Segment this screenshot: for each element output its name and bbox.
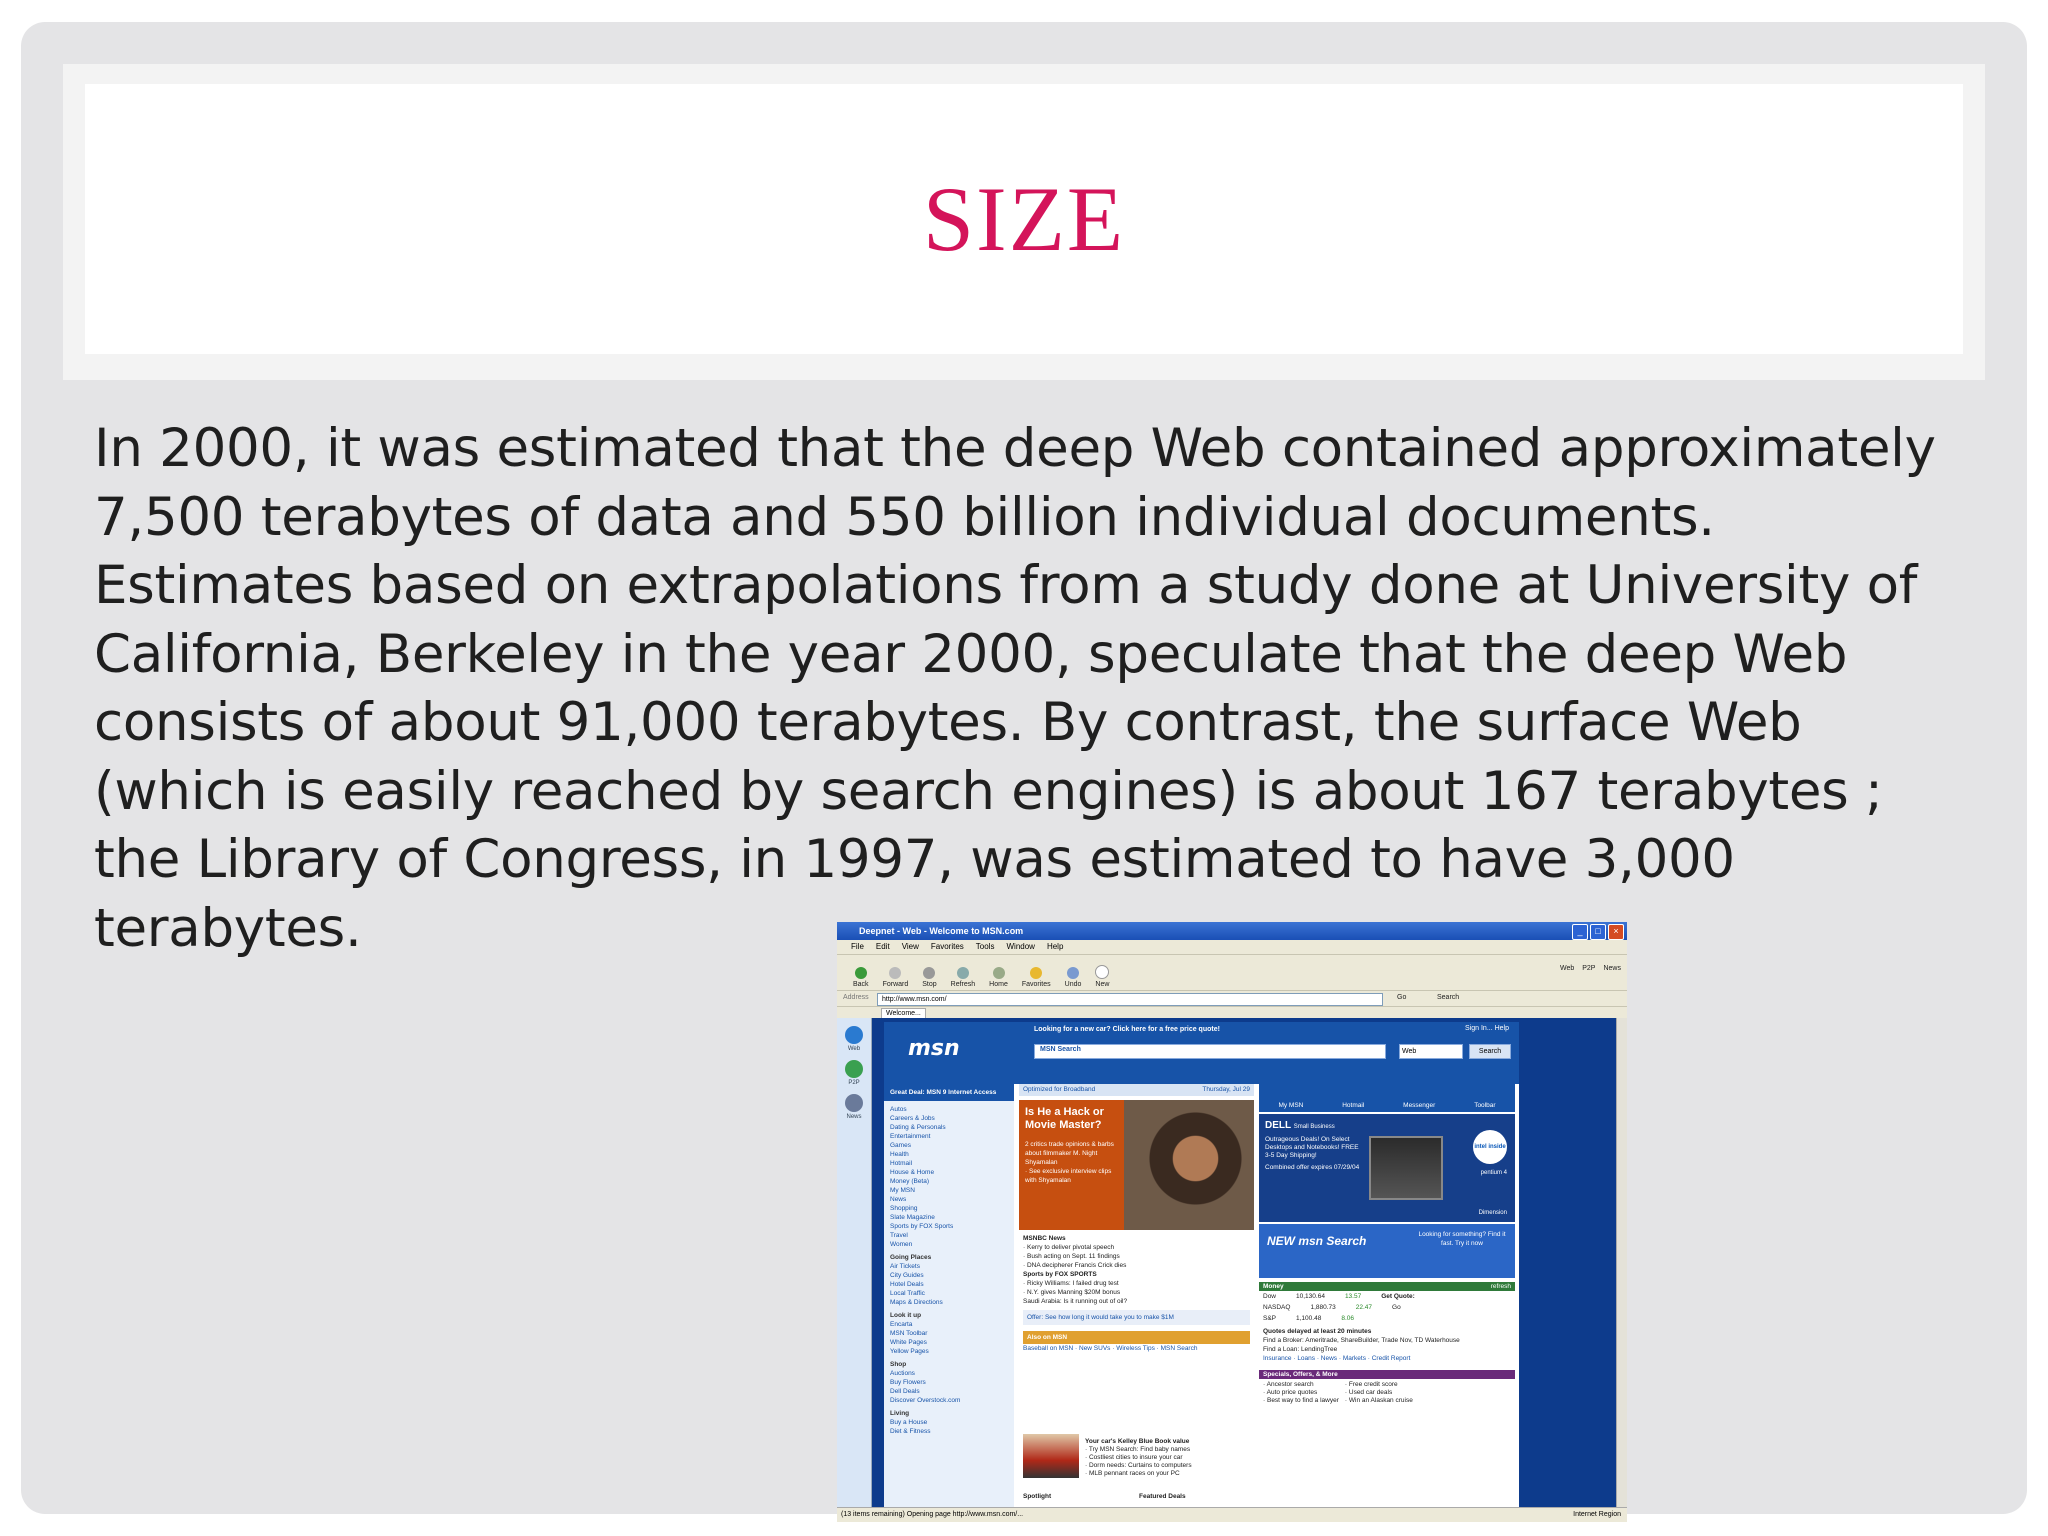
browser-toolbar — [837, 954, 1627, 991]
specials-list — [1259, 1379, 1515, 1407]
favorites-button — [1022, 967, 1051, 991]
special-item-text: Used car deals — [1348, 1389, 1393, 1396]
forward-button — [883, 967, 909, 991]
toolbar-search-button: Search — [1437, 994, 1460, 1001]
special-item-text: Auto price quotes — [1266, 1389, 1318, 1396]
quotes-note: Quotes delayed at least 20 minutes — [1263, 1328, 1372, 1335]
index-name: S&P — [1263, 1315, 1277, 1322]
specials-column — [1263, 1381, 1339, 1405]
sports-header: Sports by FOX SPORTS — [1023, 1271, 1097, 1278]
news-icon — [845, 1094, 863, 1112]
msn-nav-column — [884, 1084, 1014, 1508]
p2p-icon — [845, 1060, 863, 1078]
dell-small-business: Small Business — [1293, 1124, 1335, 1130]
minimize-icon: _ — [1572, 924, 1588, 940]
menu-edit: Edit — [875, 942, 890, 951]
nav-item: City Guides — [890, 1272, 924, 1279]
menu-help: Help — [1046, 942, 1064, 951]
msn-center-column — [1019, 1084, 1254, 1508]
nav-header: Great Deal: MSN 9 Internet Access — [884, 1084, 1014, 1101]
nav-item: Yellow Pages — [890, 1348, 929, 1355]
nav-item: Health — [890, 1151, 909, 1158]
nav-item: Discover Overstock.com — [890, 1397, 961, 1404]
refresh-button — [951, 967, 976, 991]
home-label: Home — [989, 981, 1008, 988]
special-item: · Used car deals — [1344, 1389, 1393, 1396]
nav-item: Dell Deals — [890, 1388, 920, 1395]
feature-photo — [1124, 1100, 1254, 1230]
news-item-text: DNA decipherer Francis Crick dies — [1026, 1262, 1127, 1269]
nav-item: Money (Beta) — [890, 1178, 930, 1185]
status-zone: Internet Region — [1573, 1511, 1621, 1518]
msn-page — [884, 1022, 1519, 1508]
browser-screenshot — [837, 922, 1627, 1522]
nav-item: Diet & Fitness — [890, 1428, 931, 1435]
nav-section-living: Living — [890, 1410, 910, 1417]
nav-item: Buy a House — [890, 1419, 928, 1426]
feature-summary: 2 critics trade opinions & barbs about filmmaker M. Night Shyamalan · See exclusive interview clips with Shyamalan — [1025, 1141, 1114, 1184]
msn-search-input — [1034, 1044, 1386, 1059]
scope-news: News — [1603, 965, 1621, 972]
featured-deals-label: Featured Deals — [1139, 1493, 1186, 1500]
nav-item: Auctions — [890, 1370, 915, 1377]
nav-item: House & Home — [890, 1169, 935, 1176]
stop-icon — [923, 967, 935, 979]
new-page-icon — [1095, 965, 1109, 979]
scope-web: Web — [1559, 965, 1575, 972]
special-item-text: Ancestor search — [1266, 1381, 1314, 1388]
specials-column — [1345, 1381, 1413, 1405]
refresh-icon — [957, 967, 969, 979]
car-item: · Try MSN Search: Find baby names — [1085, 1446, 1191, 1453]
refresh-label: Refresh — [950, 981, 976, 988]
msn-search-label: MSN Search — [1040, 1046, 1081, 1053]
broker-links: Find a Broker: Ameritrade, ShareBuilder, Trade Nov, TD Waterhouse — [1263, 1337, 1460, 1344]
special-item: · Auto price quotes — [1263, 1389, 1318, 1396]
nav-item: Buy Flowers — [890, 1379, 926, 1386]
msn-search-scope: Web — [1399, 1044, 1463, 1059]
search-scope-buttons — [1560, 965, 1621, 972]
index-change: 13.57 — [1344, 1293, 1362, 1300]
close-icon: × — [1608, 924, 1624, 940]
menu-view: View — [901, 942, 919, 951]
money-row — [1259, 1291, 1515, 1302]
nav-item: News — [890, 1196, 907, 1203]
money-links: Insurance · Loans · News · Markets · Credit Report — [1263, 1355, 1411, 1362]
address-bar — [837, 990, 1627, 1007]
dell-logo-text: DELL — [1265, 1120, 1291, 1131]
nav-item: Sports by FOX Sports — [890, 1223, 954, 1230]
star-icon — [1030, 967, 1042, 979]
menu-tools: Tools — [975, 942, 995, 951]
maximize-icon: □ — [1590, 924, 1606, 940]
nav-item: Entertainment — [890, 1133, 931, 1140]
nav-section-going-places: Going Places — [890, 1254, 932, 1261]
news-item-text: N.Y. gives Manning $20M bonus — [1026, 1289, 1121, 1296]
offer-banner: Offer: See how long it would take you to make $1M — [1023, 1310, 1250, 1325]
undo-label: Undo — [1064, 981, 1082, 988]
special-item-text: Win an Alaskan cruise — [1348, 1397, 1413, 1404]
nav-item: Hotmail — [890, 1160, 913, 1167]
nav-item: Hotel Deals — [890, 1281, 924, 1288]
nav-item: White Pages — [890, 1339, 927, 1346]
dell-note: Combined offer expires 07/29/04 — [1265, 1164, 1360, 1171]
nav-item: Travel — [890, 1232, 908, 1239]
index-value: 1,100.48 — [1296, 1315, 1322, 1322]
nav-item: Women — [890, 1241, 913, 1248]
car-item: · Dorm needs: Curtains to computers — [1085, 1462, 1192, 1469]
news-item: · N.Y. gives Manning $20M bonus — [1023, 1289, 1121, 1296]
money-title: Money — [1263, 1283, 1284, 1290]
go-button: Go — [1397, 994, 1407, 1001]
money-refresh: refresh — [1490, 1283, 1511, 1290]
nav-item: Autos — [890, 1106, 907, 1113]
index-change: 22.47 — [1355, 1304, 1373, 1311]
nav-item: MSN Toolbar — [890, 1330, 928, 1337]
msn-logo: msn — [908, 1036, 960, 1061]
nav-item: My MSN — [890, 1187, 915, 1194]
news-item-text: Kerry to deliver pivotal speech — [1026, 1244, 1115, 1251]
menu-bar — [837, 940, 1627, 954]
sidebar-news-label: News — [846, 1114, 862, 1120]
news-item-text: Ricky Williams: I failed drug test — [1026, 1280, 1119, 1287]
undo-icon — [1067, 967, 1079, 979]
address-label: Address — [843, 994, 869, 1001]
new-label: New — [1095, 981, 1110, 988]
forward-label: Forward — [882, 981, 909, 988]
pentium-label: pentium 4 — [1480, 1170, 1507, 1176]
index-name: NASDAQ — [1263, 1304, 1291, 1311]
special-item: · Best way to find a lawyer — [1263, 1397, 1339, 1404]
nav-item: Careers & Jobs — [890, 1115, 935, 1122]
money-row — [1259, 1302, 1515, 1313]
special-item: · Ancestor search — [1263, 1381, 1314, 1388]
window-controls — [1572, 924, 1624, 940]
broadband-label: Optimized for Broadband — [1023, 1086, 1096, 1093]
special-item-text: Free credit score — [1348, 1381, 1398, 1388]
feature-more-link: See exclusive interview clips with Shyamalan — [1025, 1168, 1112, 1184]
nav-section-look-it-up: Look it up — [890, 1312, 922, 1319]
car-item: Your car's Kelley Blue Book value — [1085, 1438, 1190, 1445]
special-item: · Win an Alaskan cruise — [1344, 1397, 1413, 1404]
msn-header — [884, 1022, 1519, 1084]
msn-right-column — [1259, 1084, 1515, 1508]
my-msn-link: My MSN — [1278, 1102, 1304, 1109]
news-item: · Ricky Williams: I failed drug test — [1023, 1280, 1119, 1287]
index-value: 1,880.73 — [1310, 1304, 1336, 1311]
menu-window: Window — [1006, 942, 1035, 951]
car-links — [1085, 1438, 1245, 1478]
news-item: · Bush acting on Sept. 11 findings — [1023, 1253, 1120, 1260]
car-item: · Costliest cities to insure your car — [1085, 1454, 1183, 1461]
special-item: · Free credit score — [1344, 1381, 1398, 1388]
back-label: Back — [853, 981, 869, 988]
messenger-link: Messenger — [1403, 1102, 1436, 1109]
news-header: MSNBC News — [1023, 1235, 1066, 1242]
news-list — [1019, 1230, 1254, 1357]
dell-ad — [1259, 1114, 1515, 1222]
nav-item: Air Tickets — [890, 1263, 920, 1270]
date-label: Thursday, Jul 29 — [1202, 1086, 1250, 1093]
money-row — [1259, 1313, 1515, 1324]
nav-item: Encarta — [890, 1321, 913, 1328]
msn-search-button: Search — [1469, 1044, 1511, 1059]
index-value: 10,130.64 — [1296, 1293, 1325, 1300]
index-name: Dow — [1263, 1293, 1277, 1300]
toolbar-link: Toolbar — [1474, 1102, 1496, 1109]
window-title: Deepnet - Web - Welcome to MSN.com — [837, 922, 1627, 940]
feature-story — [1019, 1100, 1254, 1230]
back-button — [853, 967, 869, 991]
dell-offer: Outrageous Deals! On Select Desktops and Notebooks! FREE 3-5 Day Shipping! — [1265, 1136, 1359, 1159]
feature-headline: Is He a Hack or Movie Master? — [1025, 1106, 1104, 1131]
dell-logo — [1265, 1120, 1335, 1131]
deepnet-sidebar — [837, 1018, 872, 1508]
quotes-info — [1259, 1324, 1515, 1366]
side-story: Saudi Arabia: Is it running out of oil? — [1023, 1298, 1128, 1305]
specials-header: Specials, Offers, & More — [1259, 1370, 1515, 1379]
stop-label: Stop — [922, 981, 937, 988]
scrollbar — [1616, 1018, 1627, 1508]
feature-summary-text: 2 critics trade opinions & barbs about filmmaker M. Night Shyamalan — [1025, 1141, 1114, 1166]
home-button — [989, 967, 1008, 991]
nav-item: Dating & Personals — [890, 1124, 946, 1131]
nav-item: Slate Magazine — [890, 1214, 935, 1221]
also-on-msn-header: Also on MSN — [1023, 1331, 1250, 1344]
nav-item: Games — [890, 1142, 911, 1149]
slide-title: SIZE — [922, 168, 1126, 270]
msn-search-ad-logo: NEW msn Search — [1267, 1234, 1367, 1248]
msn-signin: Sign In... Help — [1465, 1025, 1509, 1032]
news-item: · Kerry to deliver pivotal speech — [1023, 1244, 1115, 1251]
date-strip — [1019, 1084, 1254, 1096]
slide-body-text: In 2000, it was estimated that the deep Web contained approximately 7,500 terabytes of data and 550 billion individual documents. Estimates based on extrapolations from a study done at University of California, Berkeley in the year 2000, speculate that the deep Web consists of about 91,000 terabytes. By contrast, the surface Web (which is easily reached by search engines) is about 167 terabytes ; the Library of Congress, in 1997, was estimated to have 3,000 terabytes. — [94, 418, 1936, 959]
sidebar-web-label: Web — [847, 1046, 861, 1052]
nav-item: Shopping — [890, 1205, 918, 1212]
globe-icon — [845, 1026, 863, 1044]
status-text: (13 items remaining) Opening page http://www.msn.com/... — [841, 1511, 1024, 1518]
car-item-text: Dorm needs: Curtains to computers — [1088, 1462, 1192, 1469]
nav-item: Local Traffic — [890, 1290, 925, 1297]
car-photo — [1023, 1434, 1079, 1478]
new-button — [1095, 965, 1109, 991]
monitor-image — [1369, 1136, 1443, 1200]
undo-button — [1065, 967, 1082, 991]
forward-icon — [889, 967, 901, 979]
address-input: http://www.msn.com/ — [877, 993, 1383, 1006]
get-quote-label: Get Quote: — [1381, 1293, 1415, 1300]
index-change: 8.06 — [1341, 1315, 1354, 1322]
news-item-text: Bush acting on Sept. 11 findings — [1026, 1253, 1120, 1260]
hotmail-link: Hotmail — [1342, 1102, 1365, 1109]
nav-section-shop: Shop — [890, 1361, 907, 1368]
home-icon — [993, 967, 1005, 979]
tab-welcome: Welcome... — [881, 1008, 926, 1019]
msn-search-ad — [1259, 1224, 1515, 1278]
spotlight-label: Spotlight — [1023, 1493, 1052, 1500]
money-header — [1259, 1282, 1515, 1291]
car-item-text: MLB pennant races on your PC — [1088, 1470, 1180, 1477]
dell-product-label: Dimension — [1478, 1210, 1507, 1216]
special-item-text: Best way to find a lawyer — [1266, 1397, 1339, 1404]
stop-button — [922, 967, 936, 991]
dell-ad-text — [1265, 1136, 1365, 1172]
get-quote-go: Go — [1392, 1304, 1401, 1311]
favorites-label: Favorites — [1021, 981, 1051, 988]
msn-search-ad-text: Looking for something? Find it fast. Try it now — [1418, 1231, 1506, 1247]
menu-favorites: Favorites — [930, 942, 964, 951]
car-item-text: Try MSN Search: Find baby names — [1088, 1446, 1191, 1453]
nav-item: Maps & Directions — [890, 1299, 943, 1306]
scope-p2p: P2P — [1582, 965, 1596, 972]
back-icon — [855, 967, 867, 979]
loan-link: Find a Loan: LendingTree — [1263, 1346, 1338, 1353]
page-viewport — [872, 1018, 1627, 1508]
also-on-msn-links: Baseball on MSN · New SUVs · Wireless Tips · MSN Search — [1023, 1345, 1198, 1352]
sidebar-p2p-label: P2P — [848, 1080, 860, 1086]
intel-logo: intel inside — [1473, 1130, 1507, 1164]
car-item: · MLB pennant races on your PC — [1085, 1470, 1180, 1477]
title-box — [85, 84, 1963, 354]
news-item: · DNA decipherer Francis Crick dies — [1023, 1262, 1127, 1269]
status-bar — [837, 1507, 1627, 1522]
msn-promo: Looking for a new car? Click here for a free price quote! — [1034, 1026, 1220, 1033]
menu-file: File — [851, 942, 864, 951]
msn-services-bar — [1259, 1084, 1515, 1112]
car-item-text: Costliest cities to insure your car — [1088, 1454, 1183, 1461]
